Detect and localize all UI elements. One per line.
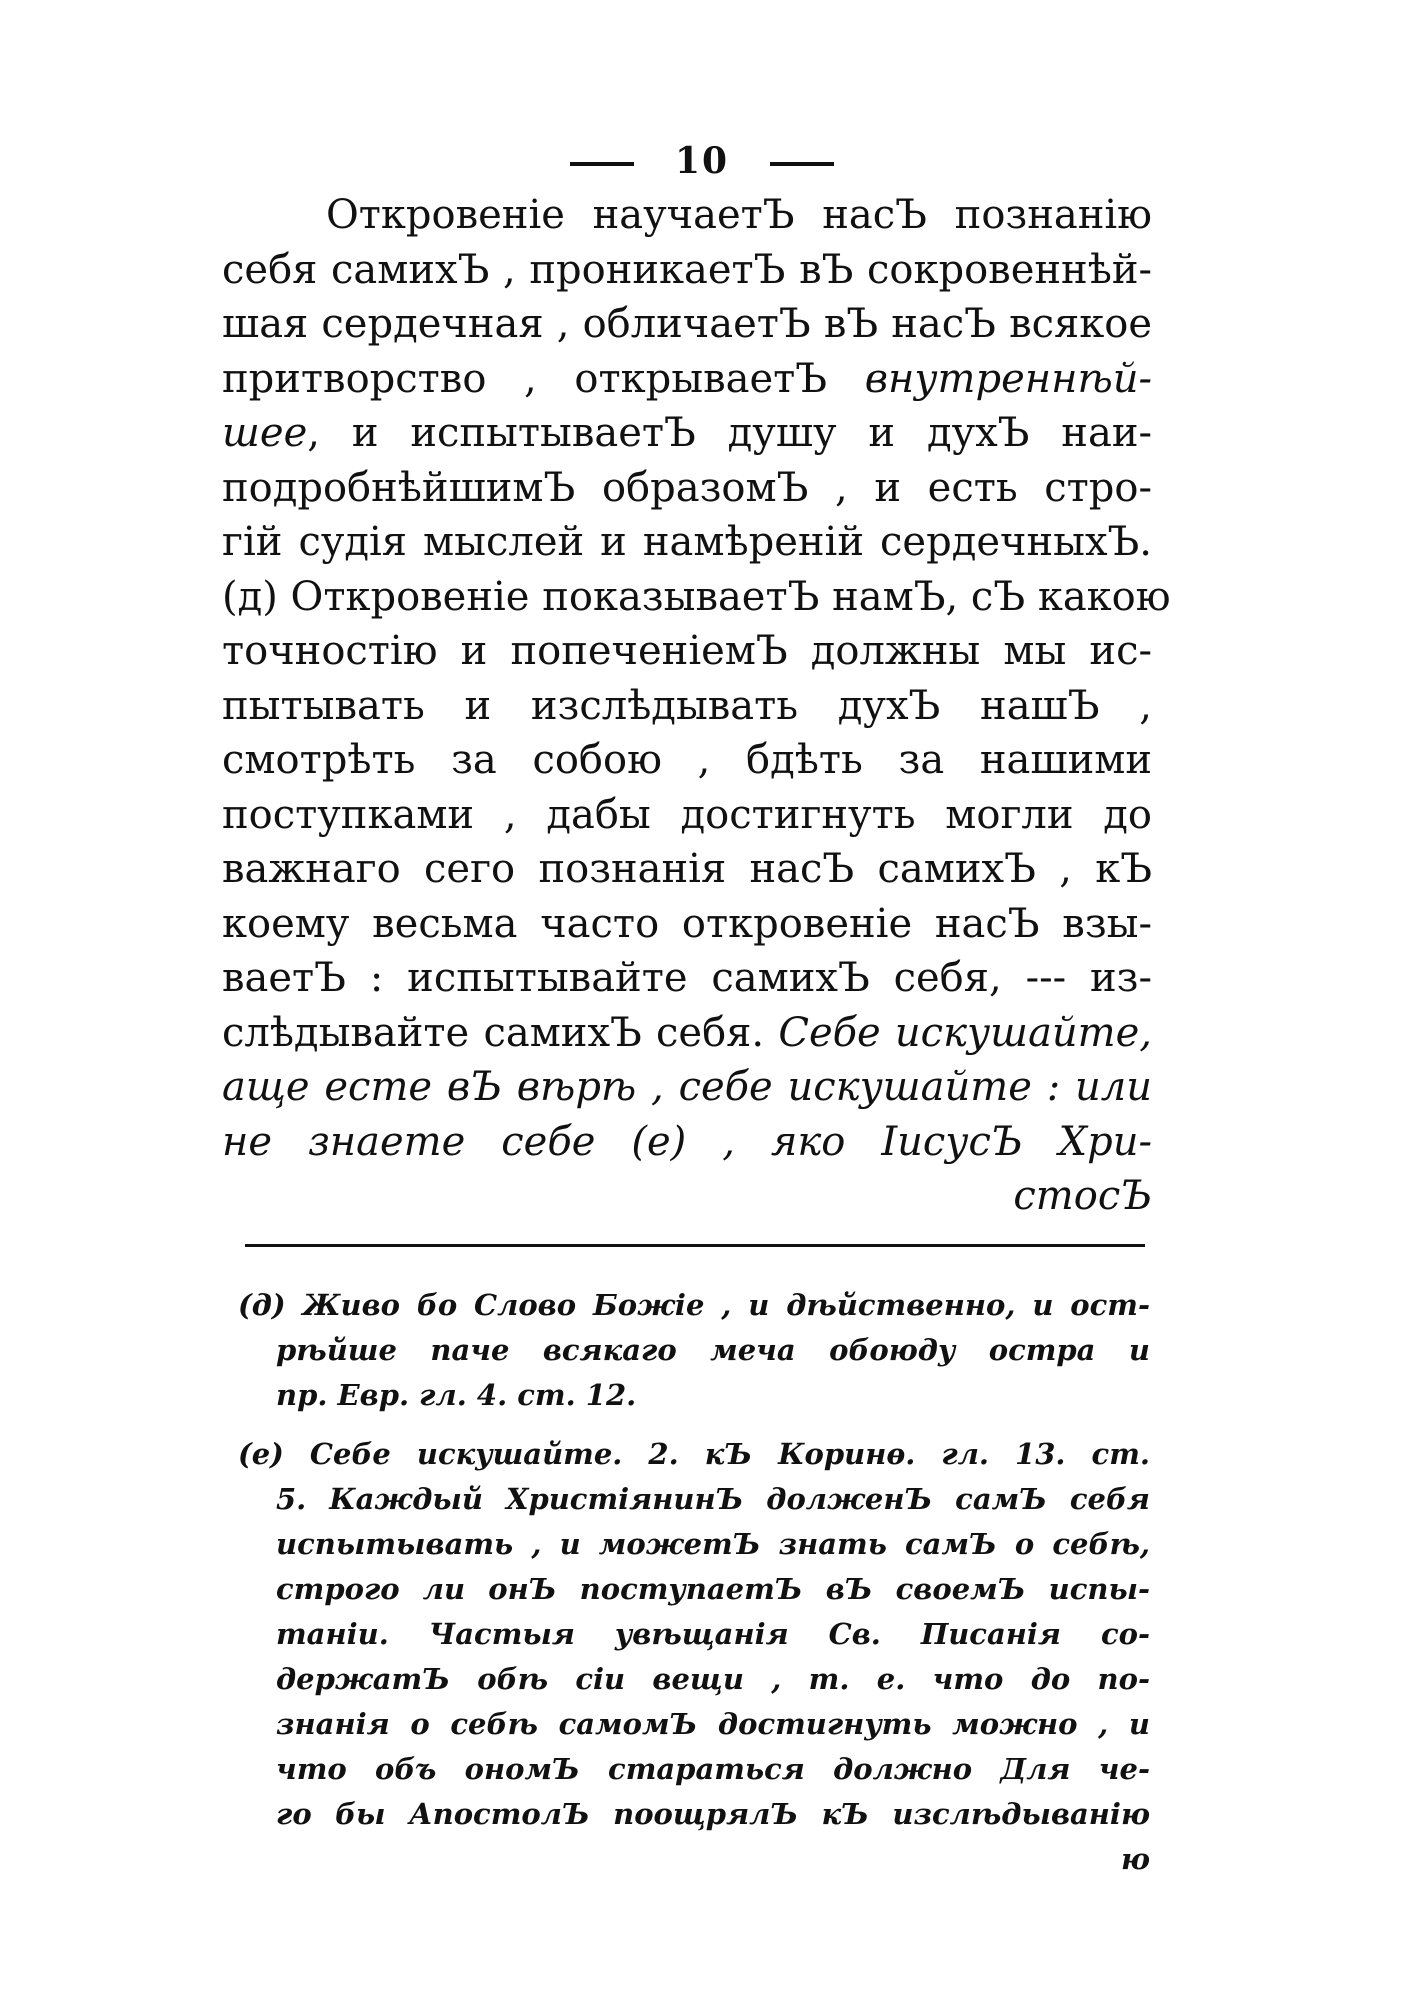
text-line-part: , и испытываетЪ душу и духЪ наи-	[307, 410, 1152, 456]
footnote-d	[238, 1283, 1150, 1418]
text-line	[222, 406, 1152, 461]
text-line: поступками , дабы достигнуть могли до	[222, 791, 1152, 838]
footnote-line: (е) Себе искушайте. 2. кЪ Коринѳ. гл. 13. ст.	[238, 1437, 1150, 1471]
footnote-e	[238, 1432, 1150, 1882]
footnote-line: строго ли онЪ поступаетЪ вЪ своемЪ испы-	[276, 1572, 1150, 1606]
text-line: Откровеніе научаетЪ насЪ познанію	[326, 192, 1152, 238]
header-dash-right	[770, 162, 834, 166]
footnotes	[238, 1283, 1150, 1896]
text-line: шая сердечная , обличаетЪ вЪ насЪ всякое	[222, 301, 1152, 347]
text-line: смотрѣть за собою , бдѣть за нашими	[222, 737, 1152, 783]
page-number: 10	[674, 140, 730, 182]
text-line: себя самихЪ , проникаетЪ вЪ сокровеннѣй-	[222, 246, 1152, 293]
footnote-line: 5. Каждый ХристіянинЪ долженЪ самЪ себя	[276, 1482, 1150, 1516]
text-line	[222, 1006, 1152, 1061]
text-line: коему весьма часто откровеніе насЪ взы-	[222, 900, 1152, 947]
footnote-line: го бы АпостолЪ поощрялЪ кЪ изслѣдыванію	[276, 1797, 1150, 1831]
main-text	[222, 188, 1171, 1224]
text-line	[222, 352, 1152, 407]
text-line: стосЪ	[1013, 1173, 1152, 1219]
text-line: пытывать и изслѣдывать духЪ нашЪ ,	[222, 682, 1152, 729]
text-line: не знаете себе (е) , яко ІисусЪ Хри-	[222, 1118, 1152, 1165]
catchword: ю	[1120, 1842, 1150, 1876]
footnote-line: испытывать , и можетЪ знать самЪ о себѣ,	[276, 1527, 1150, 1561]
text-line: аще есте вЪ вѣрѣ , себе искушайте : или	[222, 1064, 1152, 1110]
text-line-part: слѣдывайте самихЪ себя.	[222, 1009, 765, 1056]
footnote-line: знанія о себѣ самомЪ достигнуть можно , и	[276, 1707, 1150, 1741]
text-line: гій судія мыслей и намѣреній сердечныхЪ.	[222, 519, 1152, 565]
text-line: ваетЪ : испытывайте самихЪ себя, --- из-	[222, 955, 1152, 1001]
footnote-line: держатЪ обѣ сіи вещи , т. е. что до по-	[276, 1662, 1150, 1696]
footnote-divider	[245, 1244, 1145, 1247]
footnote-line: пр. Евр. гл. 4. ст. 12.	[276, 1378, 637, 1412]
footnote-line: (д) Живо бо Слово Божіе , и дѣйственно, и ост-	[238, 1288, 1150, 1322]
text-line-part: притворство , открываетЪ	[222, 355, 828, 402]
italic-word: внутреннѣй-	[864, 355, 1153, 402]
italic-word: шее	[222, 410, 308, 456]
text-line: точностію и попеченіемЪ должны мы ис-	[222, 628, 1152, 674]
page-header	[0, 140, 1404, 182]
footnote-line: таніи. Частыя увѣщанія Св. Писанія со-	[276, 1617, 1150, 1651]
header-dash-left	[570, 162, 634, 166]
italic-quote: Себе искушайте,	[778, 1009, 1152, 1056]
text-line: важнаго сего познанія насЪ самихЪ , кЪ	[222, 846, 1152, 892]
footnote-line: рѣйше паче всякаго меча обоюду остра и	[276, 1333, 1150, 1367]
text-line: (д) Откровеніе показываетЪ намЪ, сЪ какою	[222, 573, 1171, 620]
footnote-line: что объ ономЪ стараться должно Для че-	[276, 1752, 1150, 1786]
text-line: подробнѣйшимЪ образомЪ , и есть стро-	[222, 464, 1152, 511]
